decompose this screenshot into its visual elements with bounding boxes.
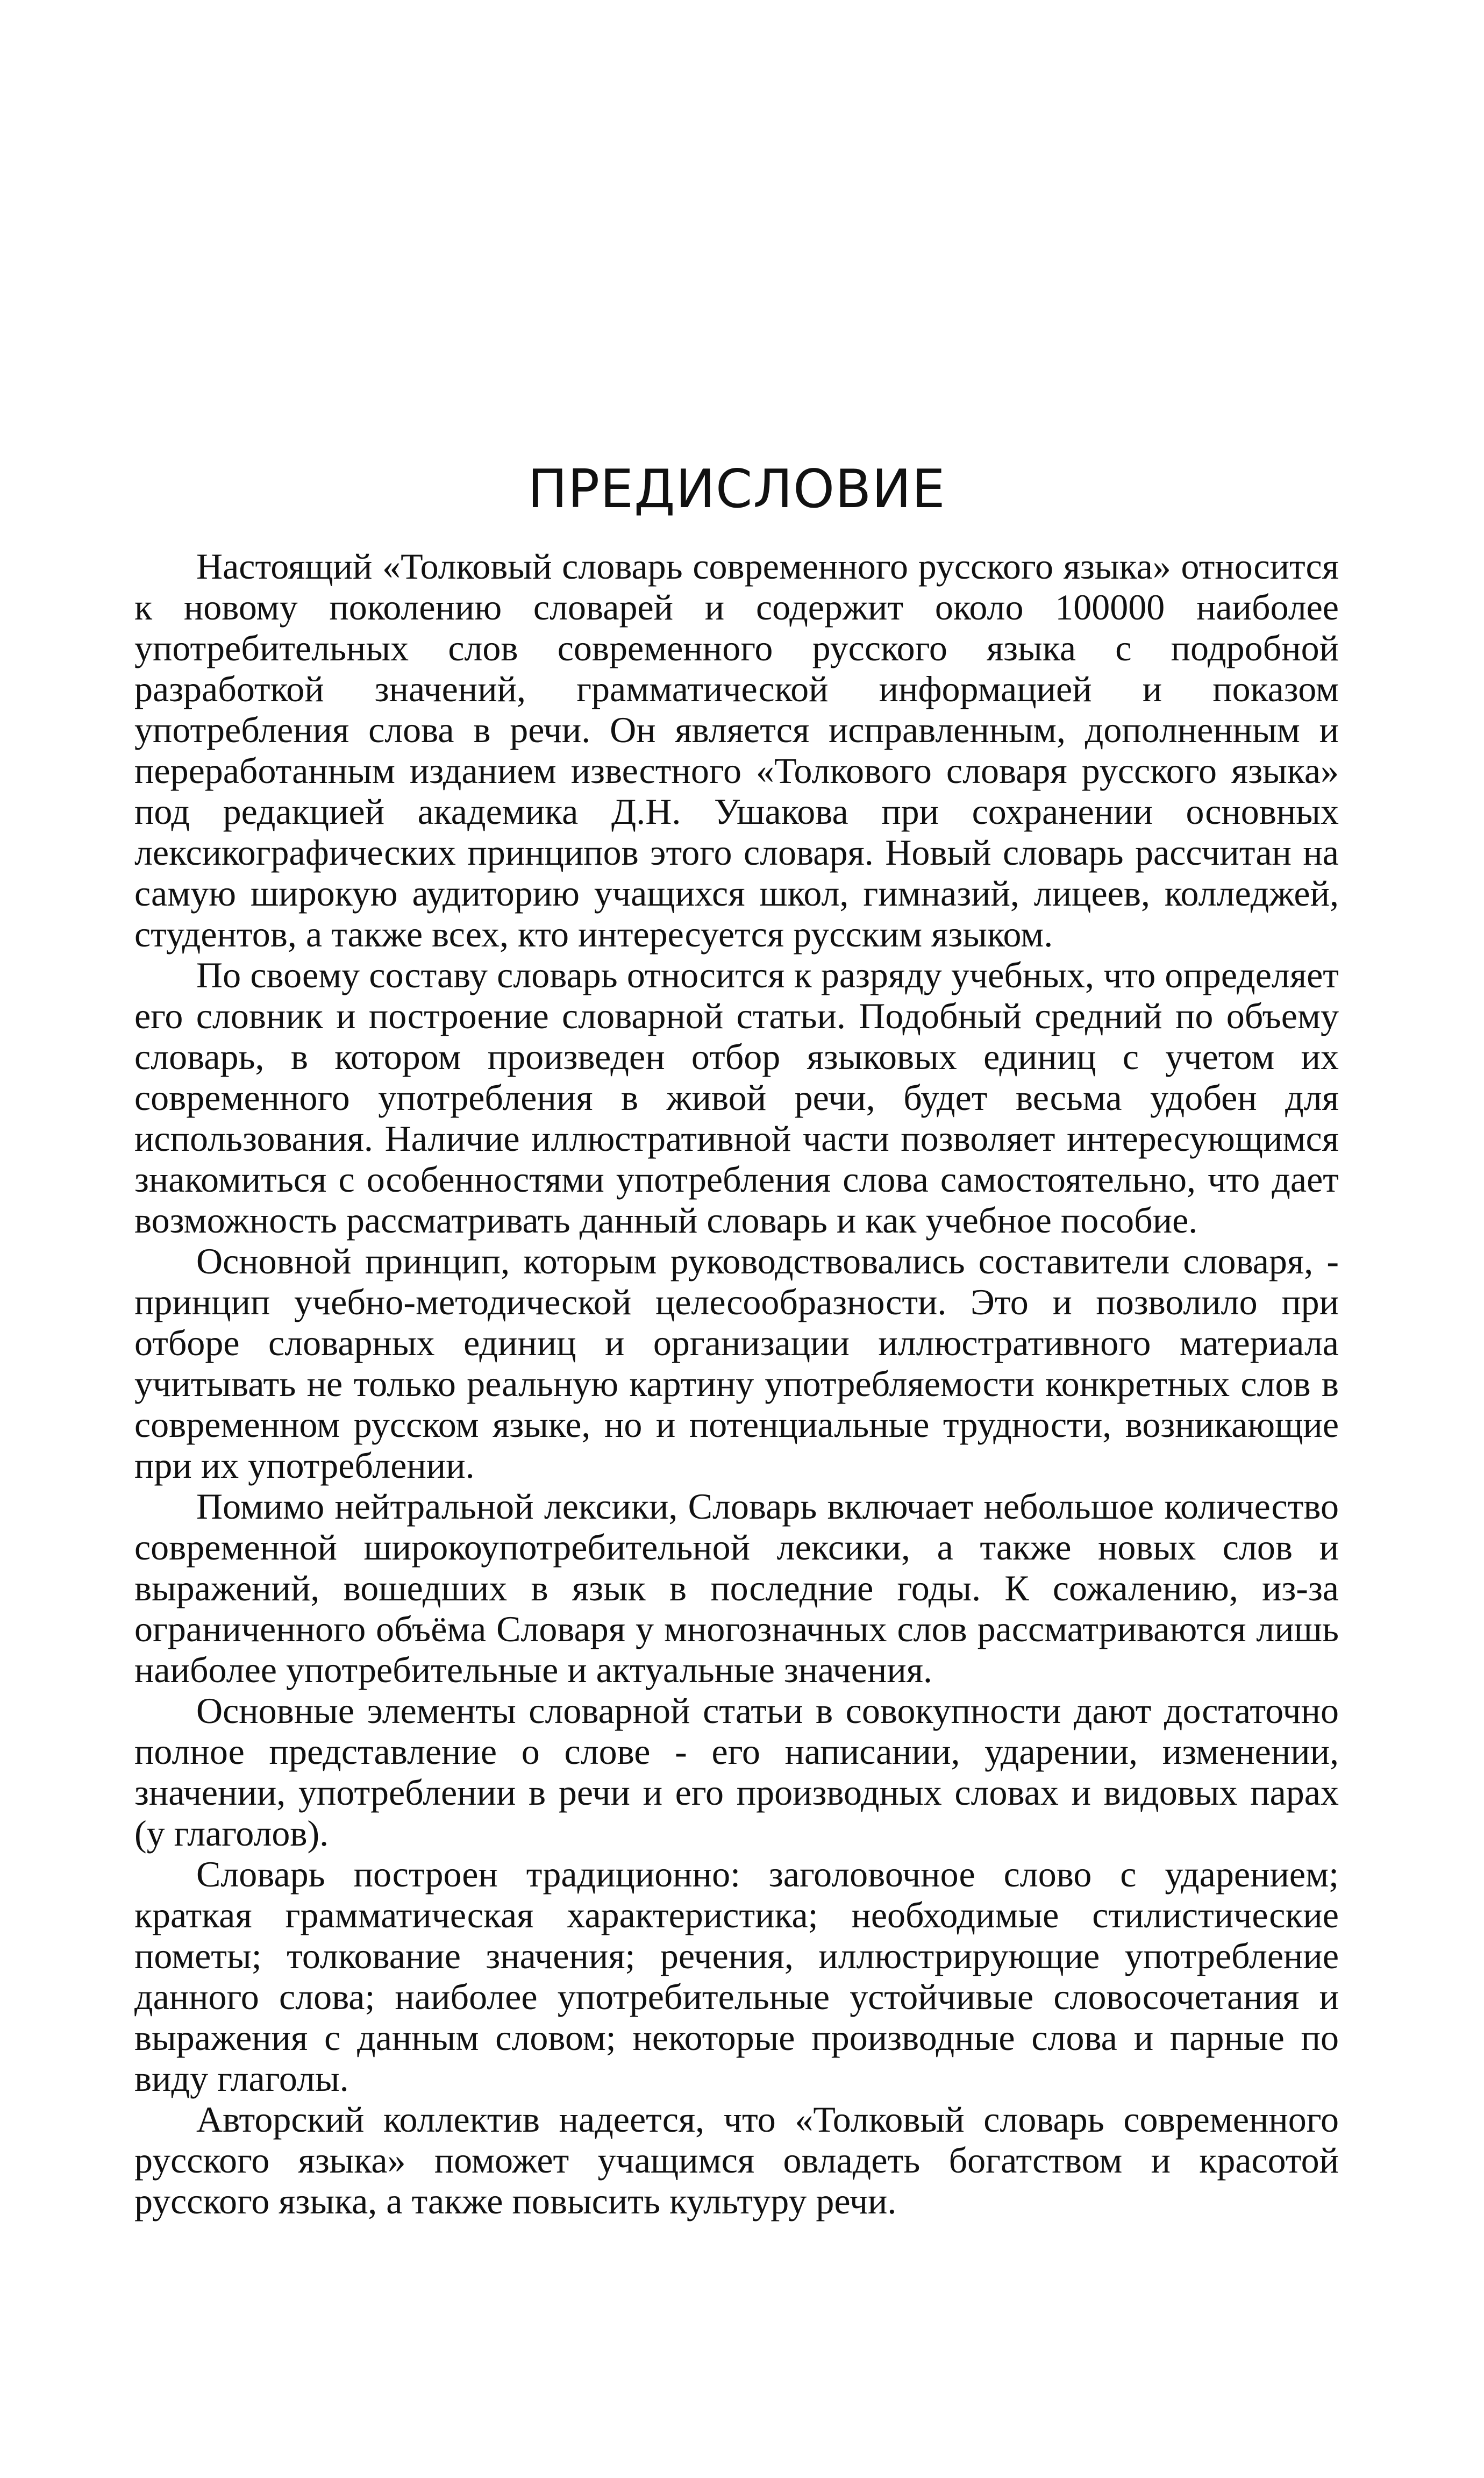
paragraph-3: Основной принцип, которым руководствовались составители словаря, - принцип учебно-методической целесообразности. Это и позволило при отборе словарных единиц и организации иллюстративного материала учитывать не только реальную картину употребляемости конкретных слов в современном русском языке, но и потенциальные трудности, возникающие при их употреблении.: [134, 1241, 1339, 1486]
document-page: [134, 0, 1339, 2478]
preface-text: [134, 546, 1339, 2221]
paragraph-2: По своему составу словарь относится к разряду учебных, что определяет его словник и построение словарной статьи. Подобный средний по объему словарь, в котором произведен отбор языковых единиц с учетом их современного употребления в живой речи, будет весьма удобен для использования. Наличие иллюстративной части позволяет интересующимся знакомиться с особенностями употребления слова самостоятельно, что дает возможность рассматривать данный словарь и как учебное пособие.: [134, 955, 1339, 1241]
page-title: ПРЕДИСЛОВИЕ: [527, 459, 946, 520]
paragraph-4: Помимо нейтральной лексики, Словарь включает небольшое количество современной широкоупотребительной лексики, а также новых слов и выражений, вошедших в язык в последние годы. К сожалению, из-за ограниченного объёма Словаря у многозначных слов рассматриваются лишь наиболее употребительные и актуальные значения.: [134, 1486, 1339, 1690]
paragraph-7: Авторский коллектив надеется, что «Толковый словарь современного русского языка» поможет учащимся овладеть богатством и красотой русского языка, а также повысить культуру речи.: [134, 2099, 1339, 2221]
paragraph-1: Настоящий «Толковый словарь современного русского языка» относится к новому поколению словарей и содержит около 100000 наиболее употребительных слов современного русского языка с подробной разработкой значений, грамматической информацией и показом употребления слова в речи. Он является исправленным, дополненным и переработанным изданием известного «Толкового словаря русского языка» под редакцией академика Д.Н. Ушакова при сохранении основных лексикографических принципов этого словаря. Новый словарь рассчитан на самую широкую аудиторию учащихся школ, гимназий, лицеев, колледжей, студентов, а также всех, кто интересуется русским языком.: [134, 546, 1339, 955]
paragraph-5: Основные элементы словарной статьи в совокупности дают достаточно полное представление о слове - его написании, ударении, изменении, значении, употреблении в речи и его производных словах и видовых парах (у глаголов).: [134, 1690, 1339, 1854]
paragraph-6: Словарь построен традиционно: заголовочное слово с ударением; краткая грамматическая характеристика; необходимые стилистические пометы; толкование значения; речения, иллюстрирующие употребление данного слова; наиболее употребительные устойчивые словосочетания и выражения с данным словом; некоторые производные слова и парные по виду глаголы.: [134, 1854, 1339, 2099]
